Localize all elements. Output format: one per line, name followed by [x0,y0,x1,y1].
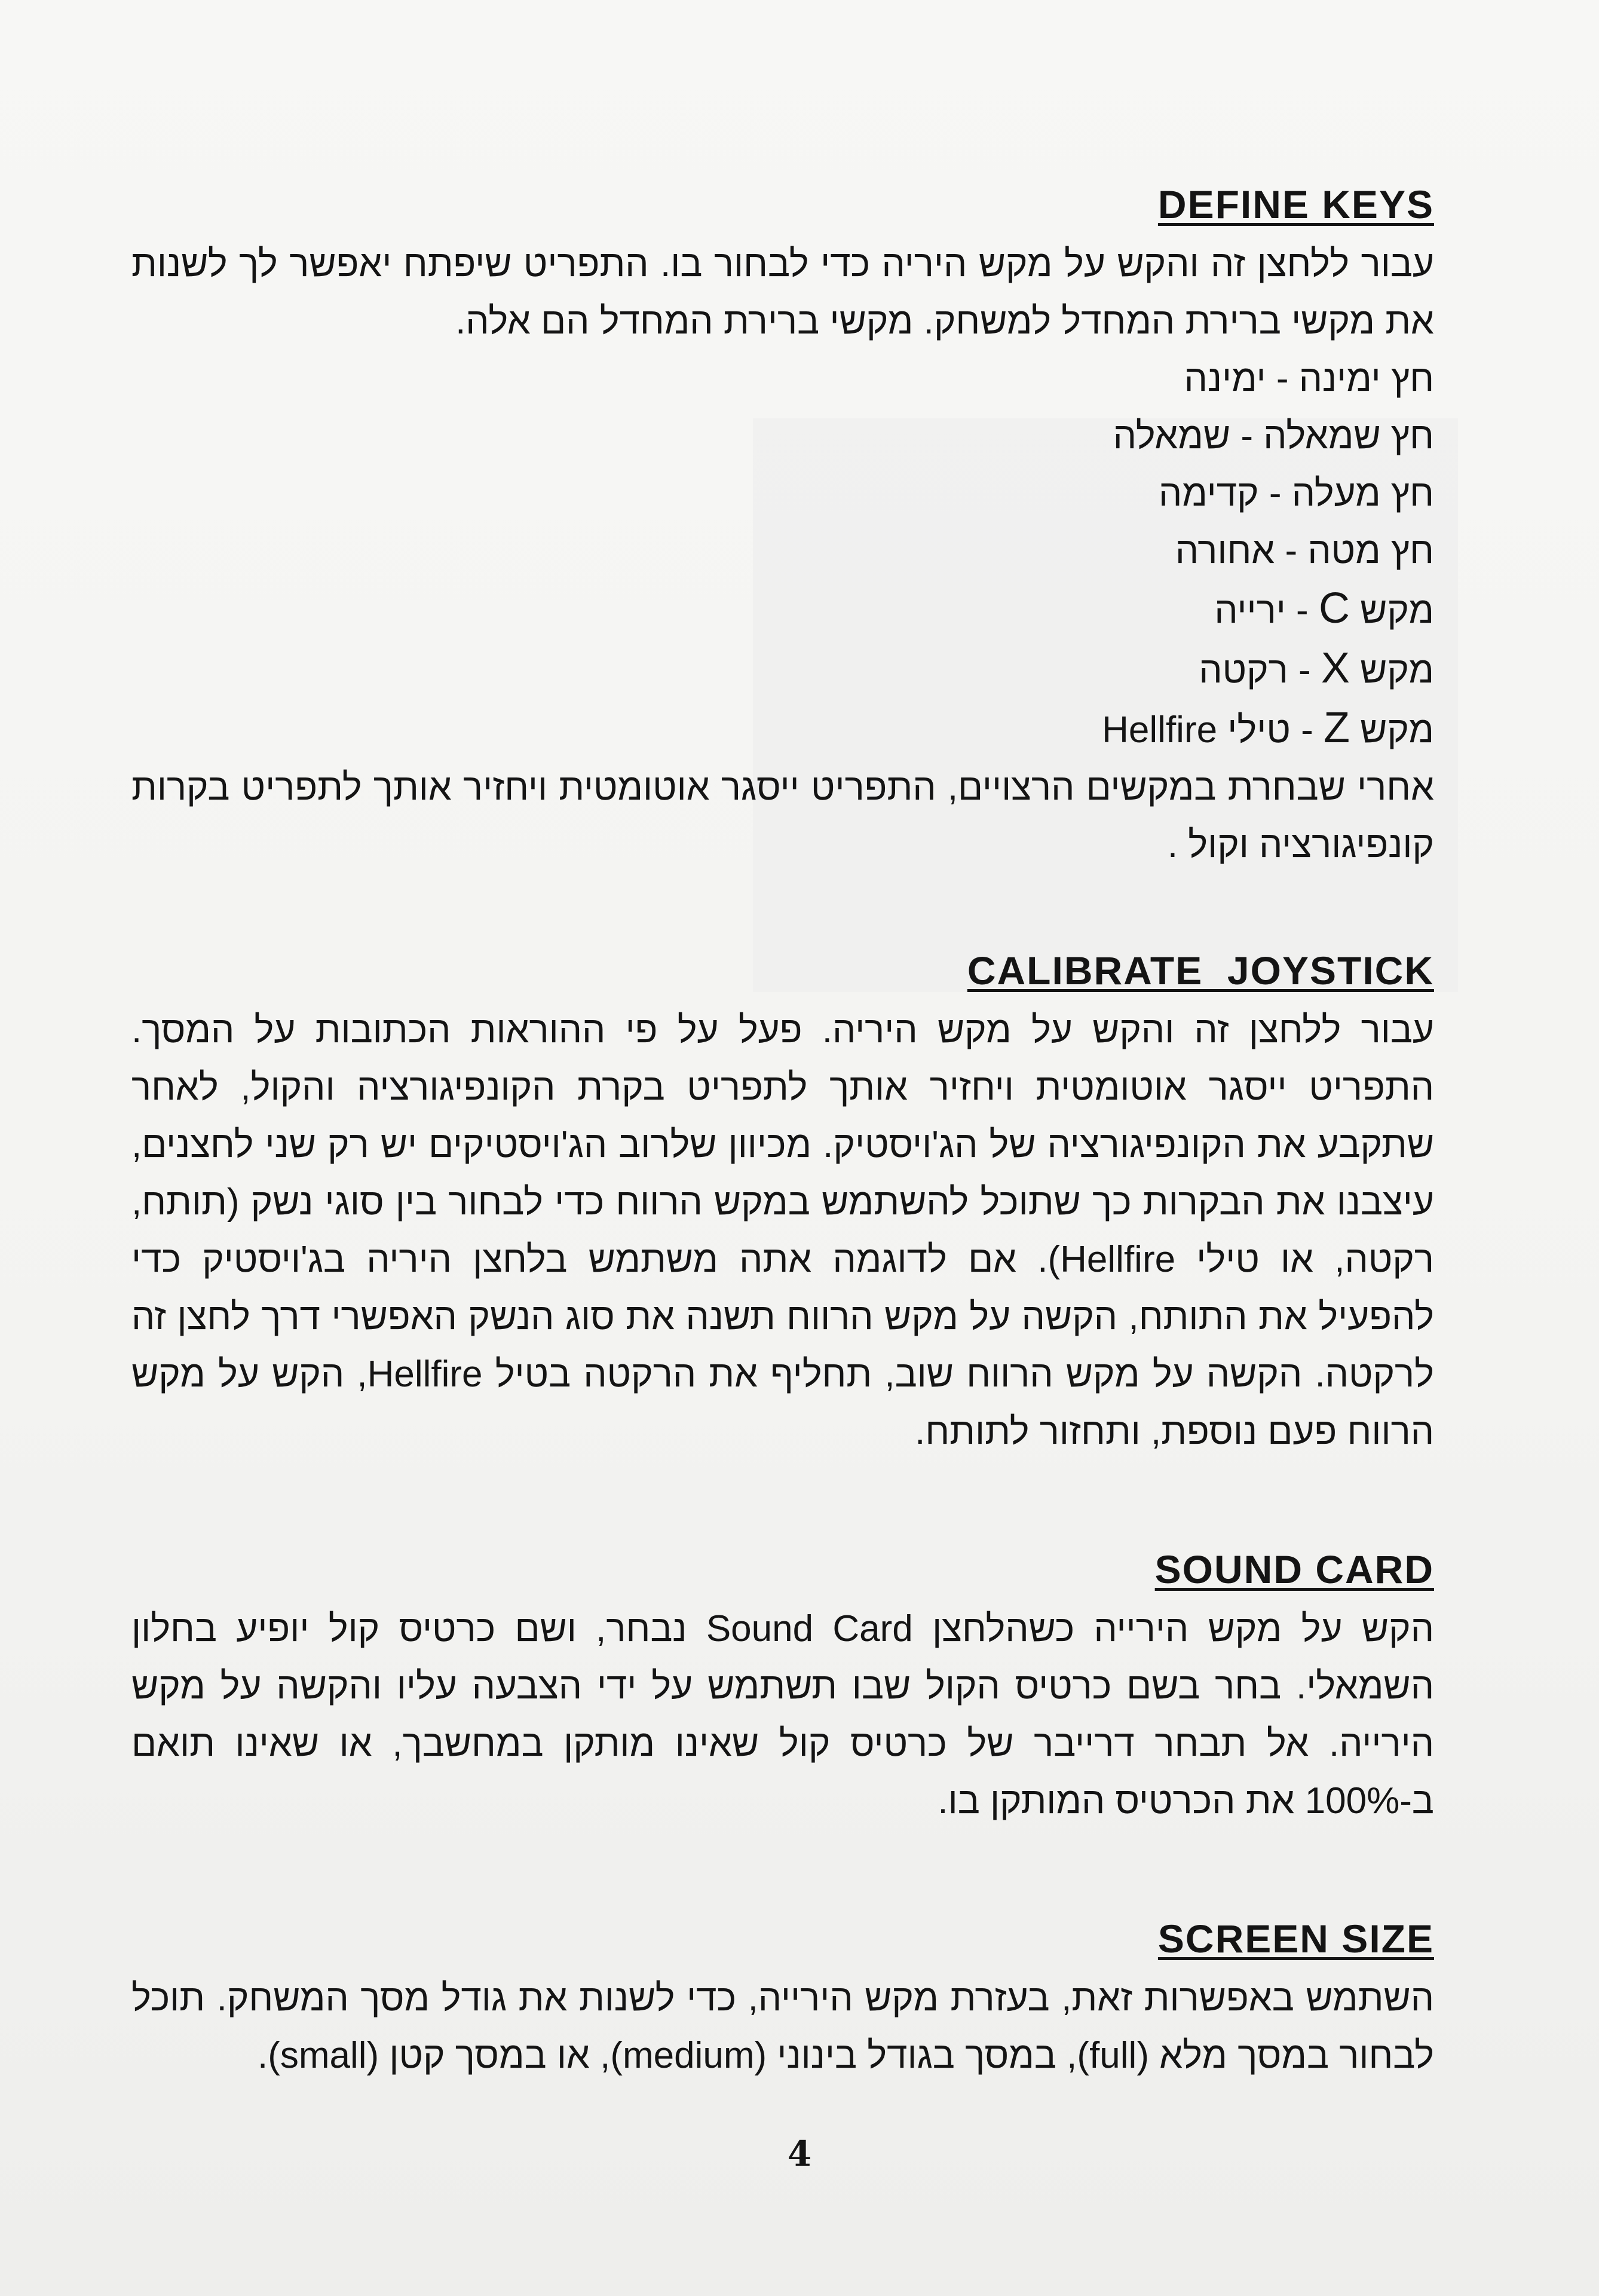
section-spacer [131,1830,1434,1914]
key-name: חץ מטה [1307,530,1434,571]
key-separator: - [1266,358,1299,399]
key-separator: - [1230,415,1264,457]
key-letter: X [1321,644,1350,692]
page-content [131,179,1434,2084]
screen-size-section [131,1914,1434,2084]
page-number: 4 [787,2133,812,2174]
key-separator: - [1285,590,1319,631]
sound-card-body: הקש על מקש הירייה כשהלחצן Sound Card נבחר, ושם כרטיס קול יופיע בחלון השמאלי. בחר בשם כרטיס הקול שבו תשתמש על ידי הצבעה עליו והקשה על מקש הירייה. אל תבחר דרייבר של כרטיס קול שאינו מותקן במחשבך, או שאינו תואם ב-100% את הכרטיס המותקן בו. [131,1608,1435,1822]
key-separator: - [1290,709,1324,751]
calibrate-joystick-section [131,945,1434,1461]
key-prefix: מקש [1360,650,1434,691]
section-spacer [131,1461,1434,1544]
screen-size-heading: SCREEN SIZE [1157,1917,1434,1961]
key-row [131,465,1434,522]
sound-card-heading: SOUND CARD [1154,1547,1434,1591]
key-letter: C [1318,584,1350,632]
define-keys-outro: אחרי שבחרת במקשים הרצויים, התפריט ייסגר אוטומטית ויחזיר אותך לתפריט בקרות קונפיגורציה וקול . [131,767,1434,865]
key-name: חץ ימינה [1298,358,1434,399]
key-separator: - [1288,650,1321,691]
screen-size-body: השתמש באפשרות זאת, בעזרת מקש הירייה, כדי לשנות את גודל מסך המשחק. תוכל לבחור במסך מלא (full), במסך בגודל בינוני (medium), או במסך קטן (small). [131,1977,1434,2076]
key-name: חץ מעלה [1291,473,1434,514]
key-row [131,350,1434,408]
key-action: ירייה [1214,590,1286,631]
key-name: חץ שמאלה [1263,415,1434,457]
key-separator: - [1258,473,1292,514]
calibrate-joystick-heading: CALIBRATE JOYSTICK [967,948,1434,993]
key-separator: - [1275,530,1308,571]
key-action: ימינה [1184,358,1266,399]
key-action: רקטה [1199,650,1288,691]
key-action: קדימה [1158,473,1259,514]
key-letter: Z [1323,704,1350,752]
define-keys-heading: DEFINE KEYS [1157,182,1434,226]
define-keys-intro: עבור ללחצן זה והקש על מקש היריה כדי לבחור בו. התפריט שיפתח יאפשר לך לשנות את מקשי ברירת המחדל למשחק. מקשי ברירת המחדל הם אלה. [131,243,1434,342]
key-row [131,522,1434,580]
section-spacer [131,874,1434,945]
key-row [131,408,1434,465]
calibrate-joystick-body: עבור ללחצן זה והקש על מקש היריה. פעל על פי ההוראות הכתובות על המסך. התפריט ייסגר אוטומטית ויחזיר אותך לתפריט בקרת הקונפיגורציה והקול, לאחר שתקבע את הקונפיגורציה של הג'ויסטיק. מכיוון שלרוב הג'ויסטיקים יש רק שני לחצנים, עיצבנו את הבקרות כך שתוכל להשתמש במקש הרווח כדי לבחור בין סוגי נשק (תותח, רקטה, או טילי Hellfire). אם לדוגמה אתה משתמש בלחצן היריה בג'ויסטיק כדי להפעיל את התותח, הקשה על מקש הרווח תשנה את סוג הנשק האפשרי דרך לחצן זה לרקטה. הקשה על מקש הרווח שוב, תחליף את הרקטה בטיל Hellfire, הקש על מקש הרווח פעם נוספת, ותחזור לתותח. [131,1009,1434,1452]
key-row [131,580,1434,639]
key-action: אחורה [1175,530,1275,571]
key-row [131,699,1434,759]
default-keys-list [131,350,1434,759]
key-row [131,639,1434,699]
sound-card-section [131,1544,1434,1830]
key-action: טילי Hellfire [1102,709,1291,751]
key-action: שמאלה [1113,415,1231,457]
key-prefix: מקש [1360,590,1434,631]
key-prefix: מקש [1360,709,1434,751]
define-keys-section [131,179,1434,874]
